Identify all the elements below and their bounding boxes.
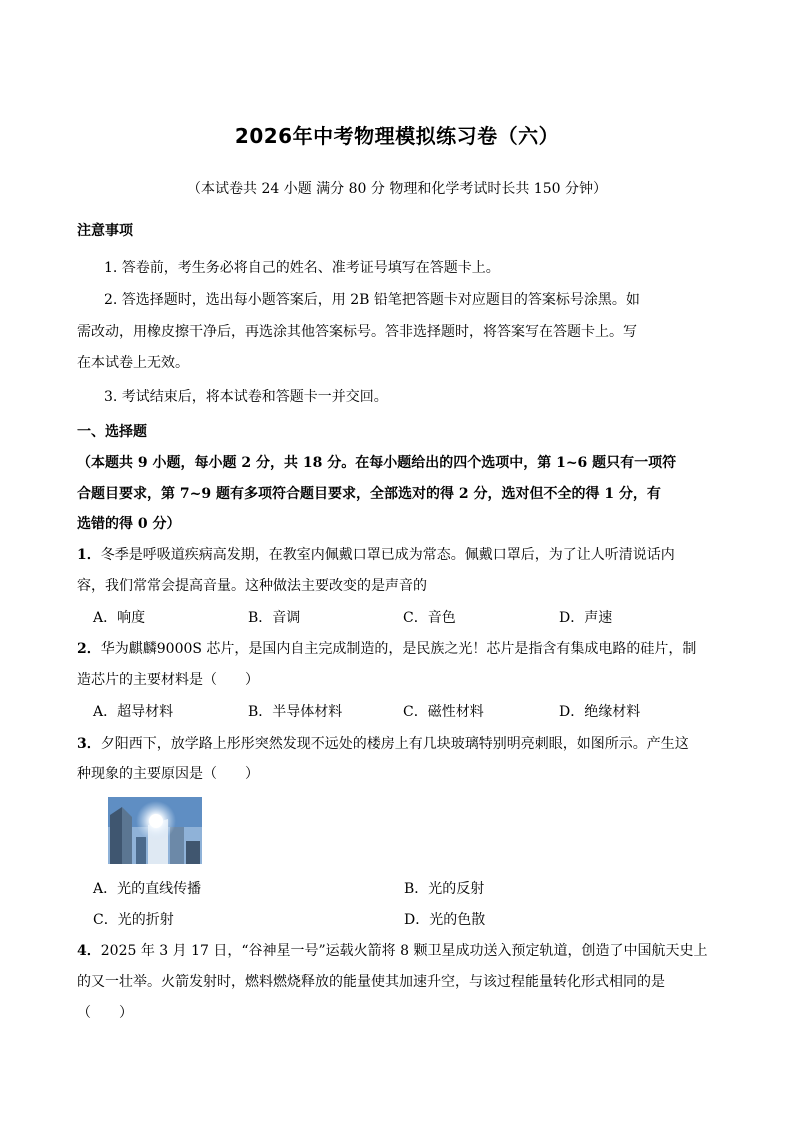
notice-item-2-line-3: 在本试卷上无效。	[77, 355, 189, 371]
q3-option-b[interactable]: B．光的反射	[404, 881, 485, 897]
question-4-line-2: 的又一壮举。火箭发射时，燃料燃烧释放的能量使其加速升空，与该过程能量转化形式相同的是	[77, 974, 665, 990]
q3-option-d[interactable]: D．光的色散	[404, 912, 486, 928]
question-number: 2．	[77, 641, 101, 657]
question-1	[77, 545, 675, 565]
q2-option-b[interactable]: B．半导体材料	[248, 704, 343, 720]
question-2	[77, 639, 696, 659]
notice-item-2-line-1: 2. 答选择题时，选出每小题答案后，用 2B 铅笔把答题卡对应题目的答案标号涂黑。如	[104, 292, 640, 308]
question-2-line-2: 造芯片的主要材料是（ ）	[77, 672, 259, 688]
q2-option-c[interactable]: C．磁性材料	[403, 704, 484, 720]
q3-option-c[interactable]: C．光的折射	[93, 912, 174, 928]
q1-option-c[interactable]: C．音色	[403, 610, 456, 626]
question-4-line-3: （ ）	[77, 1005, 133, 1021]
question-number: 3．	[77, 736, 101, 752]
section-intro-line-1: （本题共 9 小题，每小题 2 分，共 18 分。在每小题给出的四个选项中，第 1~6 题只有一项符	[77, 455, 677, 471]
section-heading: 一、选择题	[77, 424, 147, 440]
photo-illustration	[108, 797, 202, 864]
question-text: 冬季是呼吸道疾病高发期，在教室内佩戴口罩已成为常态。佩戴口罩后，为了让人听清说话内	[100, 547, 675, 563]
notice-item-1: 1. 答卷前，考生务必将自己的姓名、准考证号填写在答题卡上。	[104, 260, 500, 276]
question-1-line-2: 容，我们常常会提高音量。这种做法主要改变的是声音的	[77, 578, 427, 594]
section-intro-line-3: 选错的得 0 分）	[77, 516, 181, 532]
q2-option-d[interactable]: D．绝缘材料	[559, 704, 641, 720]
question-3	[77, 734, 689, 754]
page-title: 2026年中考物理模拟练习卷（六）	[234, 124, 560, 148]
q3-option-a[interactable]: A．光的直线传播	[93, 881, 202, 897]
question-3-line-2: 种现象的主要原因是（ ）	[77, 766, 259, 782]
question-number: 4．	[77, 943, 101, 959]
section-intro-line-2: 合题目要求，第 7~9 题有多项符合题目要求，全部选对的得 2 分，选对但不全的得 1 分，有	[77, 486, 661, 502]
notice-item-2-line-2: 需改动，用橡皮擦干净后，再选涂其他答案标号。答非选择题时，将答案写在答题卡上。写	[77, 324, 637, 340]
q1-option-d[interactable]: D．声速	[559, 610, 613, 626]
notice-heading: 注意事项	[77, 223, 133, 239]
question-text: 华为麒麟9000S 芯片，是国内自主完成制造的，是民族之光！芯片是指含有集成电路的硅片，制	[100, 641, 697, 657]
q1-option-b[interactable]: B．音调	[248, 610, 301, 626]
q1-option-a[interactable]: A．响度	[93, 610, 146, 626]
notice-item-3: 3. 考试结束后，将本试卷和答题卡一并交回。	[104, 389, 388, 405]
question-4	[77, 941, 707, 961]
q2-option-a[interactable]: A．超导材料	[93, 704, 174, 720]
sun-glare-building-photo	[108, 797, 202, 864]
question-text: 夕阳西下，放学路上彤彤突然发现不远处的楼房上有几块玻璃特别明亮刺眼，如图所示。产生这	[100, 736, 689, 752]
question-text: 2025 年 3 月 17 日，“谷神星一号”运载火箭将 8 颗卫星成功送入预定轨道，创造了中国航天史上	[100, 943, 708, 959]
question-number: 1．	[77, 547, 101, 563]
page-subtitle: （本试卷共 24 小题 满分 80 分 物理和化学考试时长共 150 分钟）	[187, 181, 607, 197]
